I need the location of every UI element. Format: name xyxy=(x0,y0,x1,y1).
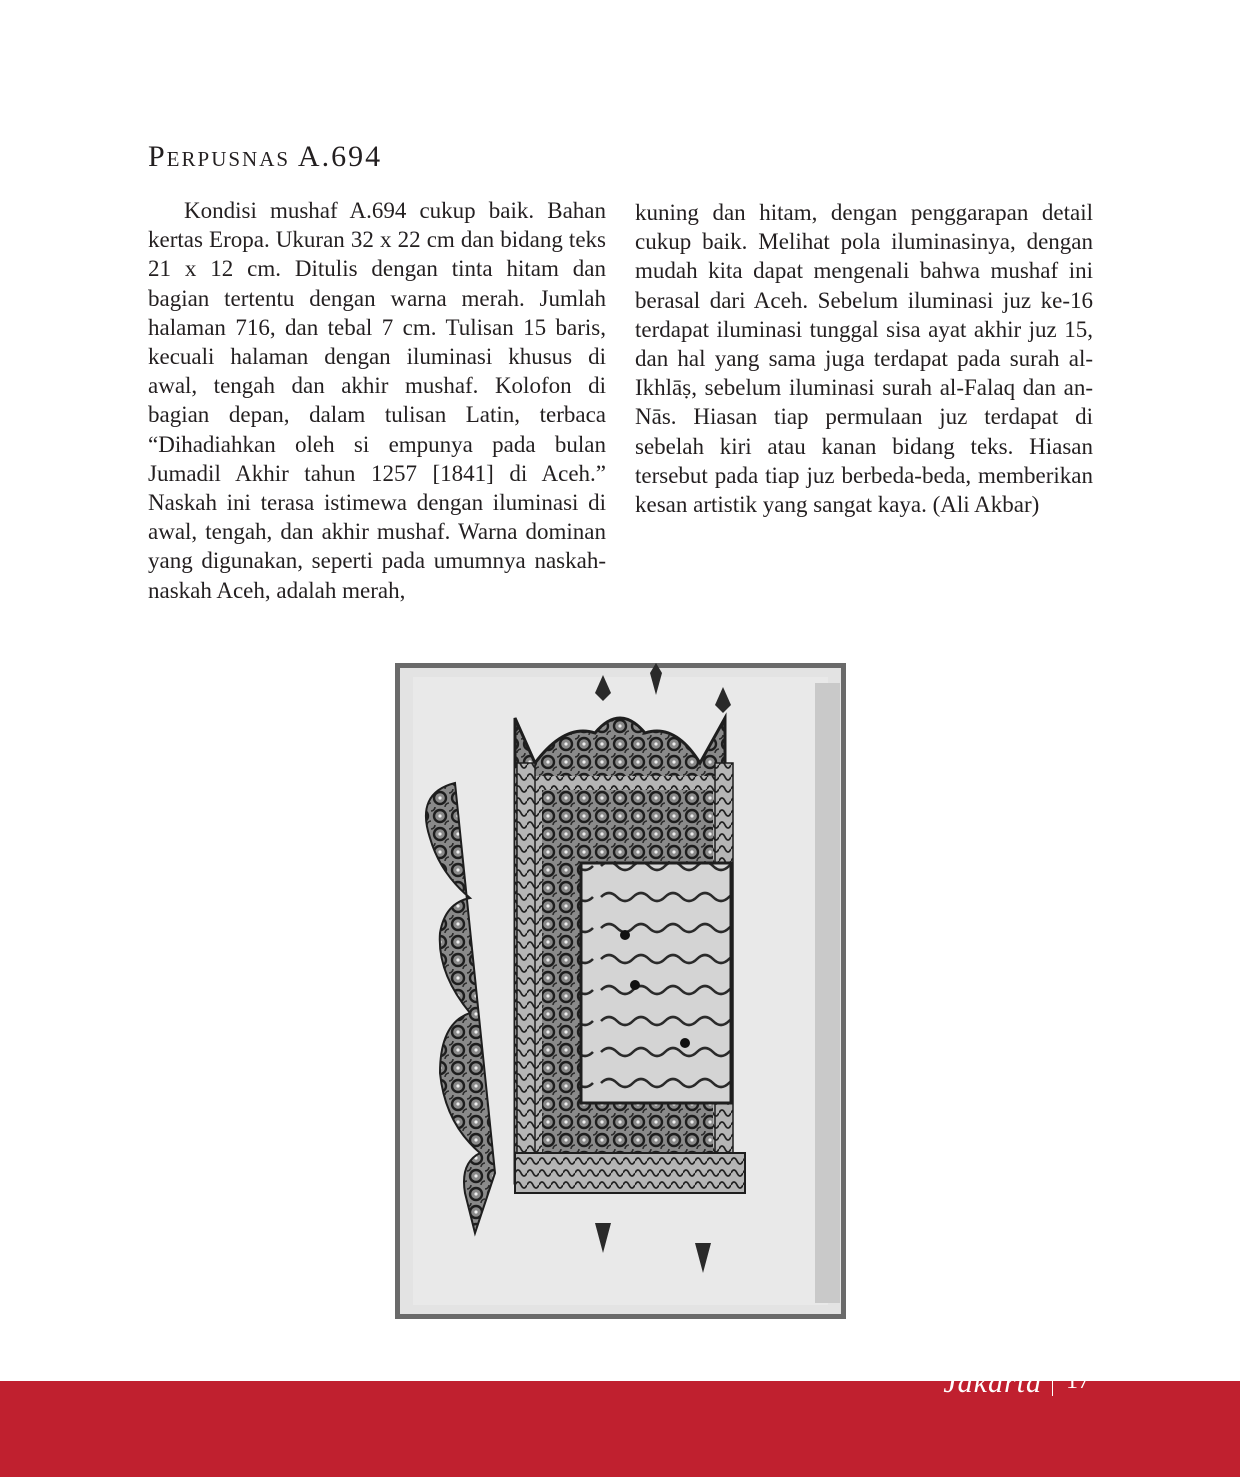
section-title: Perpusnas A.694 xyxy=(148,140,383,173)
footer-separator xyxy=(1052,1368,1053,1396)
illuminated-manuscript-icon xyxy=(395,663,846,1319)
body-column-right xyxy=(635,198,1093,519)
body-column-left xyxy=(148,196,606,605)
footer-city: Jakarta xyxy=(943,1366,1042,1399)
footer-band xyxy=(0,1381,1240,1477)
paragraph-right: kuning dan hitam, dengan penggarapan detail cukup baik. Melihat pola iluminasinya, dengan mudah kita dapat mengenali bahwa mushaf ini berasal dari Aceh. Sebelum iluminasi juz ke-16 terdapat iluminasi tunggal sisa ayat akhir juz 15, dan hal yang sama juga terdapat pada surah al-Ikhlāṣ, sebelum iluminasi surah al-Falaq dan an-Nās. Hiasan tiap permulaan juz terdapat di sebelah kiri atau kanan bidang teks. Hiasan tersebut pada tiap juz berbeda-beda, memberikan kesan artistik yang sangat kaya. (Ali Akbar) xyxy=(635,200,1093,518)
page-number: 17 xyxy=(1066,1368,1090,1394)
paragraph-left: Kondisi mushaf A.694 cukup baik. Bahan kertas Eropa. Ukuran 32 x 22 cm dan bidang teks 21 x 12 cm. Ditulis dengan tinta hitam dan bagian tertentu dengan warna merah. Jumlah halaman 716, dan tebal 7 cm. Tulisan 15 baris, kecuali halaman dengan iluminasi khusus di awal, tengah dan akhir mushaf. Kolofon di bagian depan, dalam tulisan Latin, terbaca “Dihadiahkan oleh si empunya pada bulan Jumadil Akhir tahun 1257 [1841] di Aceh.” Naskah ini terasa istimewa dengan iluminasi di awal, tengah, dan akhir mushaf. Warna dominan yang digunakan, seperti pada umumnya naskah-naskah Aceh, adalah merah, xyxy=(148,198,606,603)
manuscript-photo xyxy=(395,663,846,1319)
